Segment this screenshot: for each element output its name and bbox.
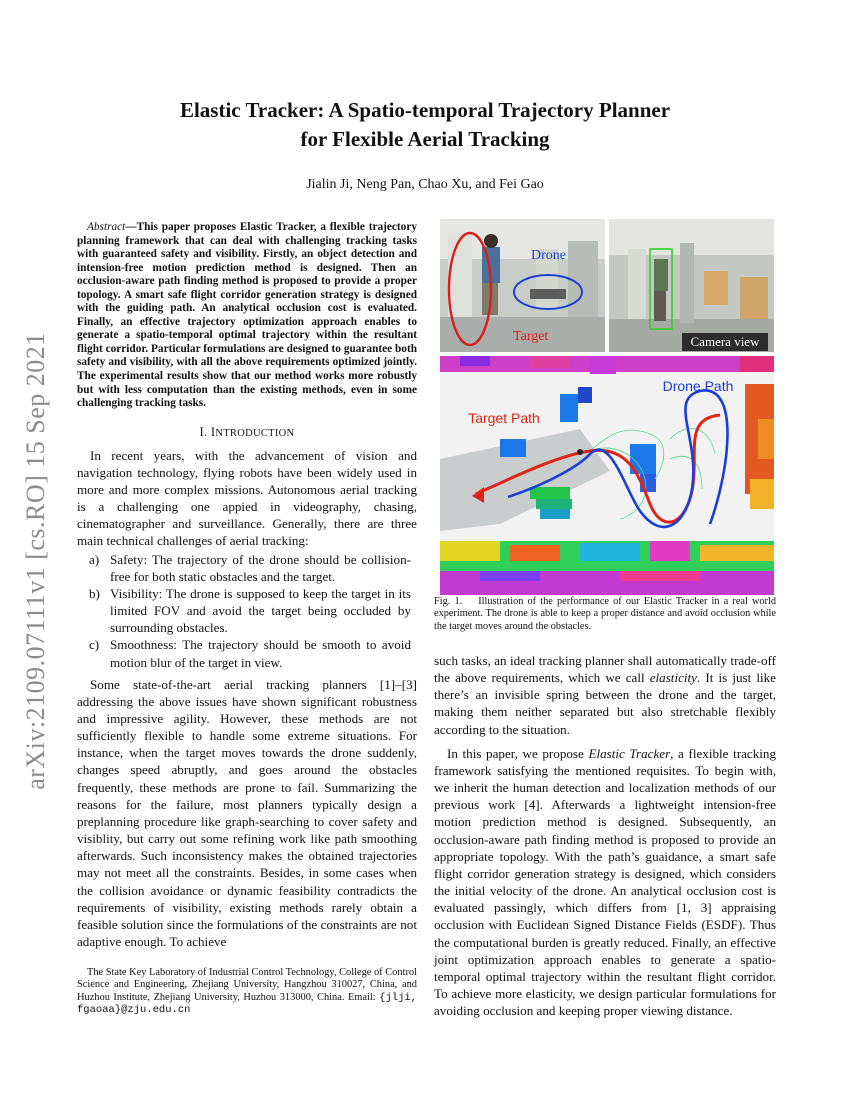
affiliation-footnote: [77, 967, 417, 1016]
paragraph-text: such tasks, an ideal tracking planner shall automatically trade-off the above requirements, which we call: [434, 653, 776, 686]
paragraph-text: . It is just like there’s an invisible spring between the drone and the target, making them neither separated but also stretchable flexibly according to the situation.: [434, 670, 776, 737]
caption-label: Fig. 1.: [434, 596, 463, 607]
paragraph-elasticity: [434, 652, 776, 738]
list-item-text: Safety: The trajectory of the drone should be collision-free for both static obstacles and the target.: [110, 551, 411, 584]
list-item: [77, 585, 417, 636]
paper-title: [90, 96, 760, 154]
list-item-text: Visibility: The drone is supposed to keep the target in its limited FOV and avoid the target being occluded by surrounding obstacles.: [110, 585, 411, 636]
list-item-text: Smoothness: The trajectory should be smooth to avoid motion blur of the target in view.: [110, 637, 411, 670]
challenge-list: [77, 551, 417, 671]
author-list: Jialin Ji, Neng Pan, Chao Xu, and Fei Gao: [306, 177, 544, 192]
heading-rest: NTRODUCTION: [215, 427, 295, 439]
figure-1: [440, 219, 774, 595]
title-line-1: Elastic Tracker: A Spatio-temporal Trajectory Planner: [179, 98, 671, 122]
list-marker: a): [89, 551, 100, 567]
abstract-dash: —: [125, 221, 137, 233]
target-label: Target: [513, 329, 549, 344]
camera-view-label: Camera view: [690, 334, 760, 349]
drone-path-label: Drone Path: [662, 378, 734, 394]
abstract-label: Abstract: [87, 221, 126, 233]
tracking-map: [440, 356, 774, 595]
introduction-heading: [77, 425, 417, 440]
arxiv-id-text: arXiv:2109.07111v1 [cs.RO] 15 Sep 2021: [21, 331, 50, 790]
figure-graphic: [440, 219, 774, 595]
list-item: [77, 551, 417, 585]
list-marker: b): [89, 585, 100, 601]
arxiv-identifier: [14, 293, 58, 828]
drone-label: Drone: [531, 248, 566, 263]
list-item: [77, 636, 417, 670]
list-marker: c): [89, 637, 100, 653]
emphasis-elastic-tracker: Elastic Tracker: [588, 745, 671, 761]
email-address: {jlji, fgaoaa}@zju.edu.cn: [77, 991, 417, 1017]
left-column: [77, 221, 417, 950]
paragraph-proposal: [434, 745, 776, 1020]
intro-paragraph-1: In recent years, with the advancement of vision and navigation technology, flying robots have been widely used in more and more complex missions. Autonomous aerial tracking is a challenging one appied in videography, chasing, cinematographer and surveillance. Generally, there are three main technical challenges of aerial tracking:: [77, 447, 417, 549]
scene-photo: [440, 219, 605, 352]
email-label: Email:: [347, 991, 376, 1003]
heading-numeral: I. I: [199, 424, 216, 439]
abstract-text: This paper proposes Elastic Tracker, a flexible trajectory planning framework that can deal with challenging tracking tasks with guaranteed safety and visibility. Firstly, an object detection and intension-free motion prediction method is designed. Then an occlusion-aware path finding method is proposed to provide a proper topology. A smart safe flight corridor generation strategy is designed with the guiding path. An analytical occlusion cost is evaluated. Finally, an effective trajectory optimization approach enables to generate a spatio-temporal optimal trajectory within the resultant flight corridor. Particular formulations are designed to guarantee both safety and visibility, with all the above requirements optimized jointly. The experimental results show that our method works more robustly but with less computation than the existing methods, even in some challenging tracking tasks.: [77, 221, 417, 410]
camera-view-photo: [609, 219, 774, 352]
intro-paragraph-2: Some state-of-the-art aerial tracking planners [1]–[3] addressing the above issues have shown significant robustness and impressive agility. However, these methods are not sufficiently flexible to handle some extreme situations. For instance, when the target moves towards the drone suddenly, changes speed abruptly, and goes around the obstacles frequently, these methods are prone to fail. Summarizing the reasons for the failure, most planners typically design a preplanning procedure like graph-searching to cover safety and visiblity, but carry out some refining work like path smoothing afterwards. Such inconsistency makes the obtained trajectories may not meet all the constraints. Besides, in some cases when the collision avoidance or dynamic feasibility contradicts the requirements of visibility, existing methods rarely obtain a feasible solution since the formulations of the constraints are not adaptive enough. To achieve: [77, 676, 417, 950]
right-column: [434, 652, 776, 1026]
figure-caption: [434, 596, 776, 633]
title-line-2: for Flexible Aerial Tracking: [300, 127, 550, 151]
paragraph-text: , a flexible tracking framework satisfying the mentioned requisites. To begin with, we inherit the human detection and localization methods of our previous work [4]. Afterwards a lightweight intension-free motion prediction method is designed. Subsequently, an occlusion-aware path finding method is proposed to provide an appropriate topology. With the path’s guaidance, a smart safe flight corridor generation strategy is designed, which considers the initial velocity of the drone. An analytical occlusion cost is evaluated passingly, which differs from [1, 3] appraising occlusion with Euclidean Signed Distance Fields (ESDF). Thus the computational burden is greatly reduced. Finally, an effective joint optimization approach enables to generate a spatio-temporal optimal trajectory within the resultant flight corridor. To achieve more elasticity, we design particular formulations for avoiding occlusion and keeping proper viewing distance.: [434, 745, 776, 1019]
target-path-label: Target Path: [468, 410, 540, 426]
abstract: [77, 221, 417, 411]
footnote-text: The State Key Laboratory of Industrial Control Technology, College of Control Science and Engineering, Zhejiang University, Hangzhou 310027, China, and Huzhou Institute, Zhejiang University, Huzhou 313000, China.: [77, 967, 417, 1003]
paragraph-text: In this paper, we propose: [447, 745, 589, 761]
caption-text: Illustration of the performance of our Elastic Tracker in a real world experiment. The drone is able to keep a proper distance and avoid occlusion while the target moves around the obstacles.: [434, 596, 776, 632]
emphasis-elasticity: elasticity: [649, 670, 697, 686]
